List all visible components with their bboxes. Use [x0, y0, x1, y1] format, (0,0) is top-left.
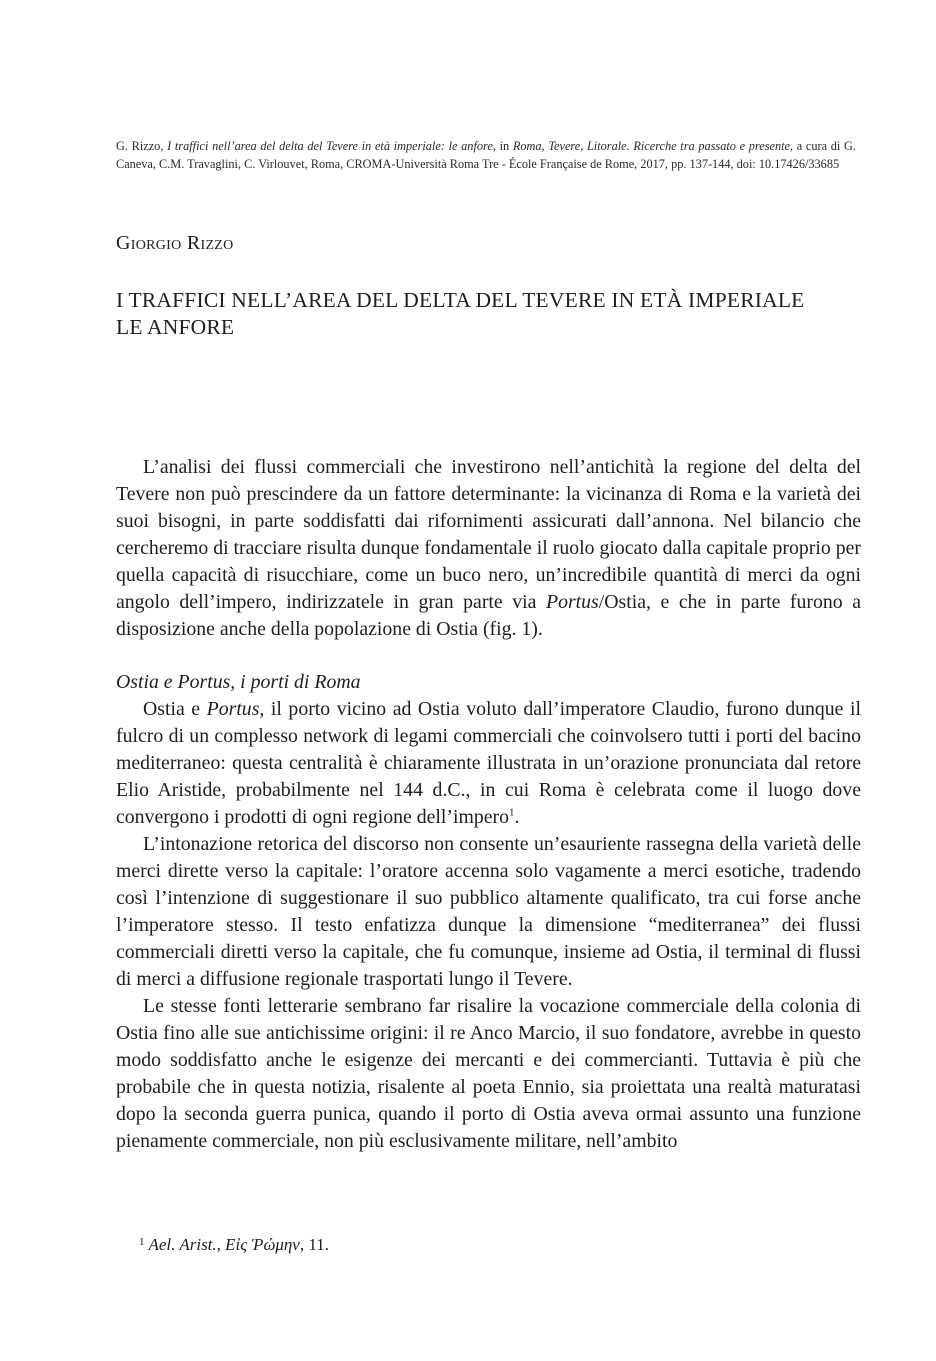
article-body [116, 454, 861, 1155]
paragraph-2-portus: Portus, [206, 698, 265, 720]
footnote-reference-1[interactable]: 1 [508, 806, 515, 819]
paragraph-4: Le stesse fonti letterarie sembrano far risalire la vocazione commerciale della colonia di Ostia fino alle sue antichissime origini: il re Anco Marcio, il suo fondatore, avrebbe in questo modo soddisfatto anche le esigenze dei mercanti e dei commercianti. Tuttavia è più che probabile che in questa notizia, risalente al poeta Ennio, sia proiettata una realtà maturatasi dopo la seconda guerra punica, quando il porto di Ostia aveva ormai assunto una funzione pienamente commerciale, non più esclusivamente militare, nell’ambito [116, 995, 861, 1152]
author-name: Giorgio Rizzo [116, 232, 234, 254]
footnote-work: Εἰς Ῥώμην [225, 1235, 300, 1254]
paragraph-2-text: il porto vicino ad Ostia voluto dall’imperatore Claudio, furono dunque il fulcro di un complesso network di legami commerciali che coinvolsero tutti i porti del bacino mediterraneo: questa centralità è chiaramente illustrata in un’orazione pronunciata dal retore Elio Aristide, probabilmente nel 144 d.C., in cui Roma è celebrata come il luogo dove convergono i prodotti di ogni regione dell’impero [116, 698, 861, 828]
footnote-number: 1 [139, 1236, 145, 1248]
citation-details: a cura di G. Caneva, C.M. Travaglini, C. Virlouvet, Roma, CROMA-Università Roma Tre - École Française de Rome, 2017, pp. 137-144, doi: 10.17426/33685 [116, 139, 856, 171]
citation-volume-title: Roma, Tevere, Litorale. Ricerche tra passato e presente, [512, 139, 794, 153]
paragraph-3: L’intonazione retorica del discorso non consente un’esauriente rassegna della varietà delle merci dirette verso la capitale: l’oratore accenna solo vagamente a merci esotiche, tradendo così l’intenzione di suggestionare il suo pubblico altamente qualificato, tra cui forse anche l’imperatore stesso. Il testo enfatizza dunque la dimensione “mediterranea” dei flussi commerciali diretti verso la capitale, che fu comunque, insieme ad Ostia, il terminal di flussi di merci a diffusione regionale trasportati lungo il Tevere. [116, 833, 861, 990]
paragraph-1 [116, 454, 861, 643]
citation-in: , in [492, 139, 513, 153]
section-heading: Ostia e Portus, i porti di Roma [116, 671, 361, 693]
paragraph-2-end: . [514, 806, 520, 828]
paragraph-1-text: L’analisi dei flussi commerciali che investirono nell’antichità la regione del delta del Tevere non può prescindere da un fattore determinante: la vicinanza di Roma e la varietà dei suoi bisogni, in parte soddisfatti dai rifornimenti assicurati dall’annona. Nel bilancio che cercheremo di tracciare risulta dunque fondamentale il ruolo giocato dalla capitale proprio per quella capacità di risucchiare, come un buco nero, un’incredibile quantità di merci da ogni angolo dell’impero, indirizzatele in gran parte via [116, 456, 861, 613]
citation-header [116, 137, 856, 173]
article-title-line-2: LE ANFORE [116, 315, 235, 339]
footnote-source: Ael. Arist. [148, 1235, 217, 1254]
paragraph-2-start: Ostia e [143, 698, 207, 720]
paragraph-1-portus: Portus [545, 591, 599, 613]
citation-article-title: I traffici nell’area del delta del Tevere in età imperiale: le anfore [167, 139, 493, 153]
article-title-line-1: I TRAFFICI NELL’AREA DEL DELTA DEL TEVERE IN ETÀ IMPERIALE [116, 288, 805, 312]
footnote-separator: , [216, 1235, 226, 1254]
article-title [116, 287, 876, 341]
footnote-page: , 11. [299, 1235, 329, 1254]
paragraph-2 [116, 696, 861, 831]
footnote-1 [139, 1231, 329, 1256]
paragraph-1-end: /Ostia, e che in parte furono a disposizione anche della popolazione di Ostia (fig. 1). [116, 591, 861, 640]
citation-author: G. Rizzo, [116, 139, 168, 153]
